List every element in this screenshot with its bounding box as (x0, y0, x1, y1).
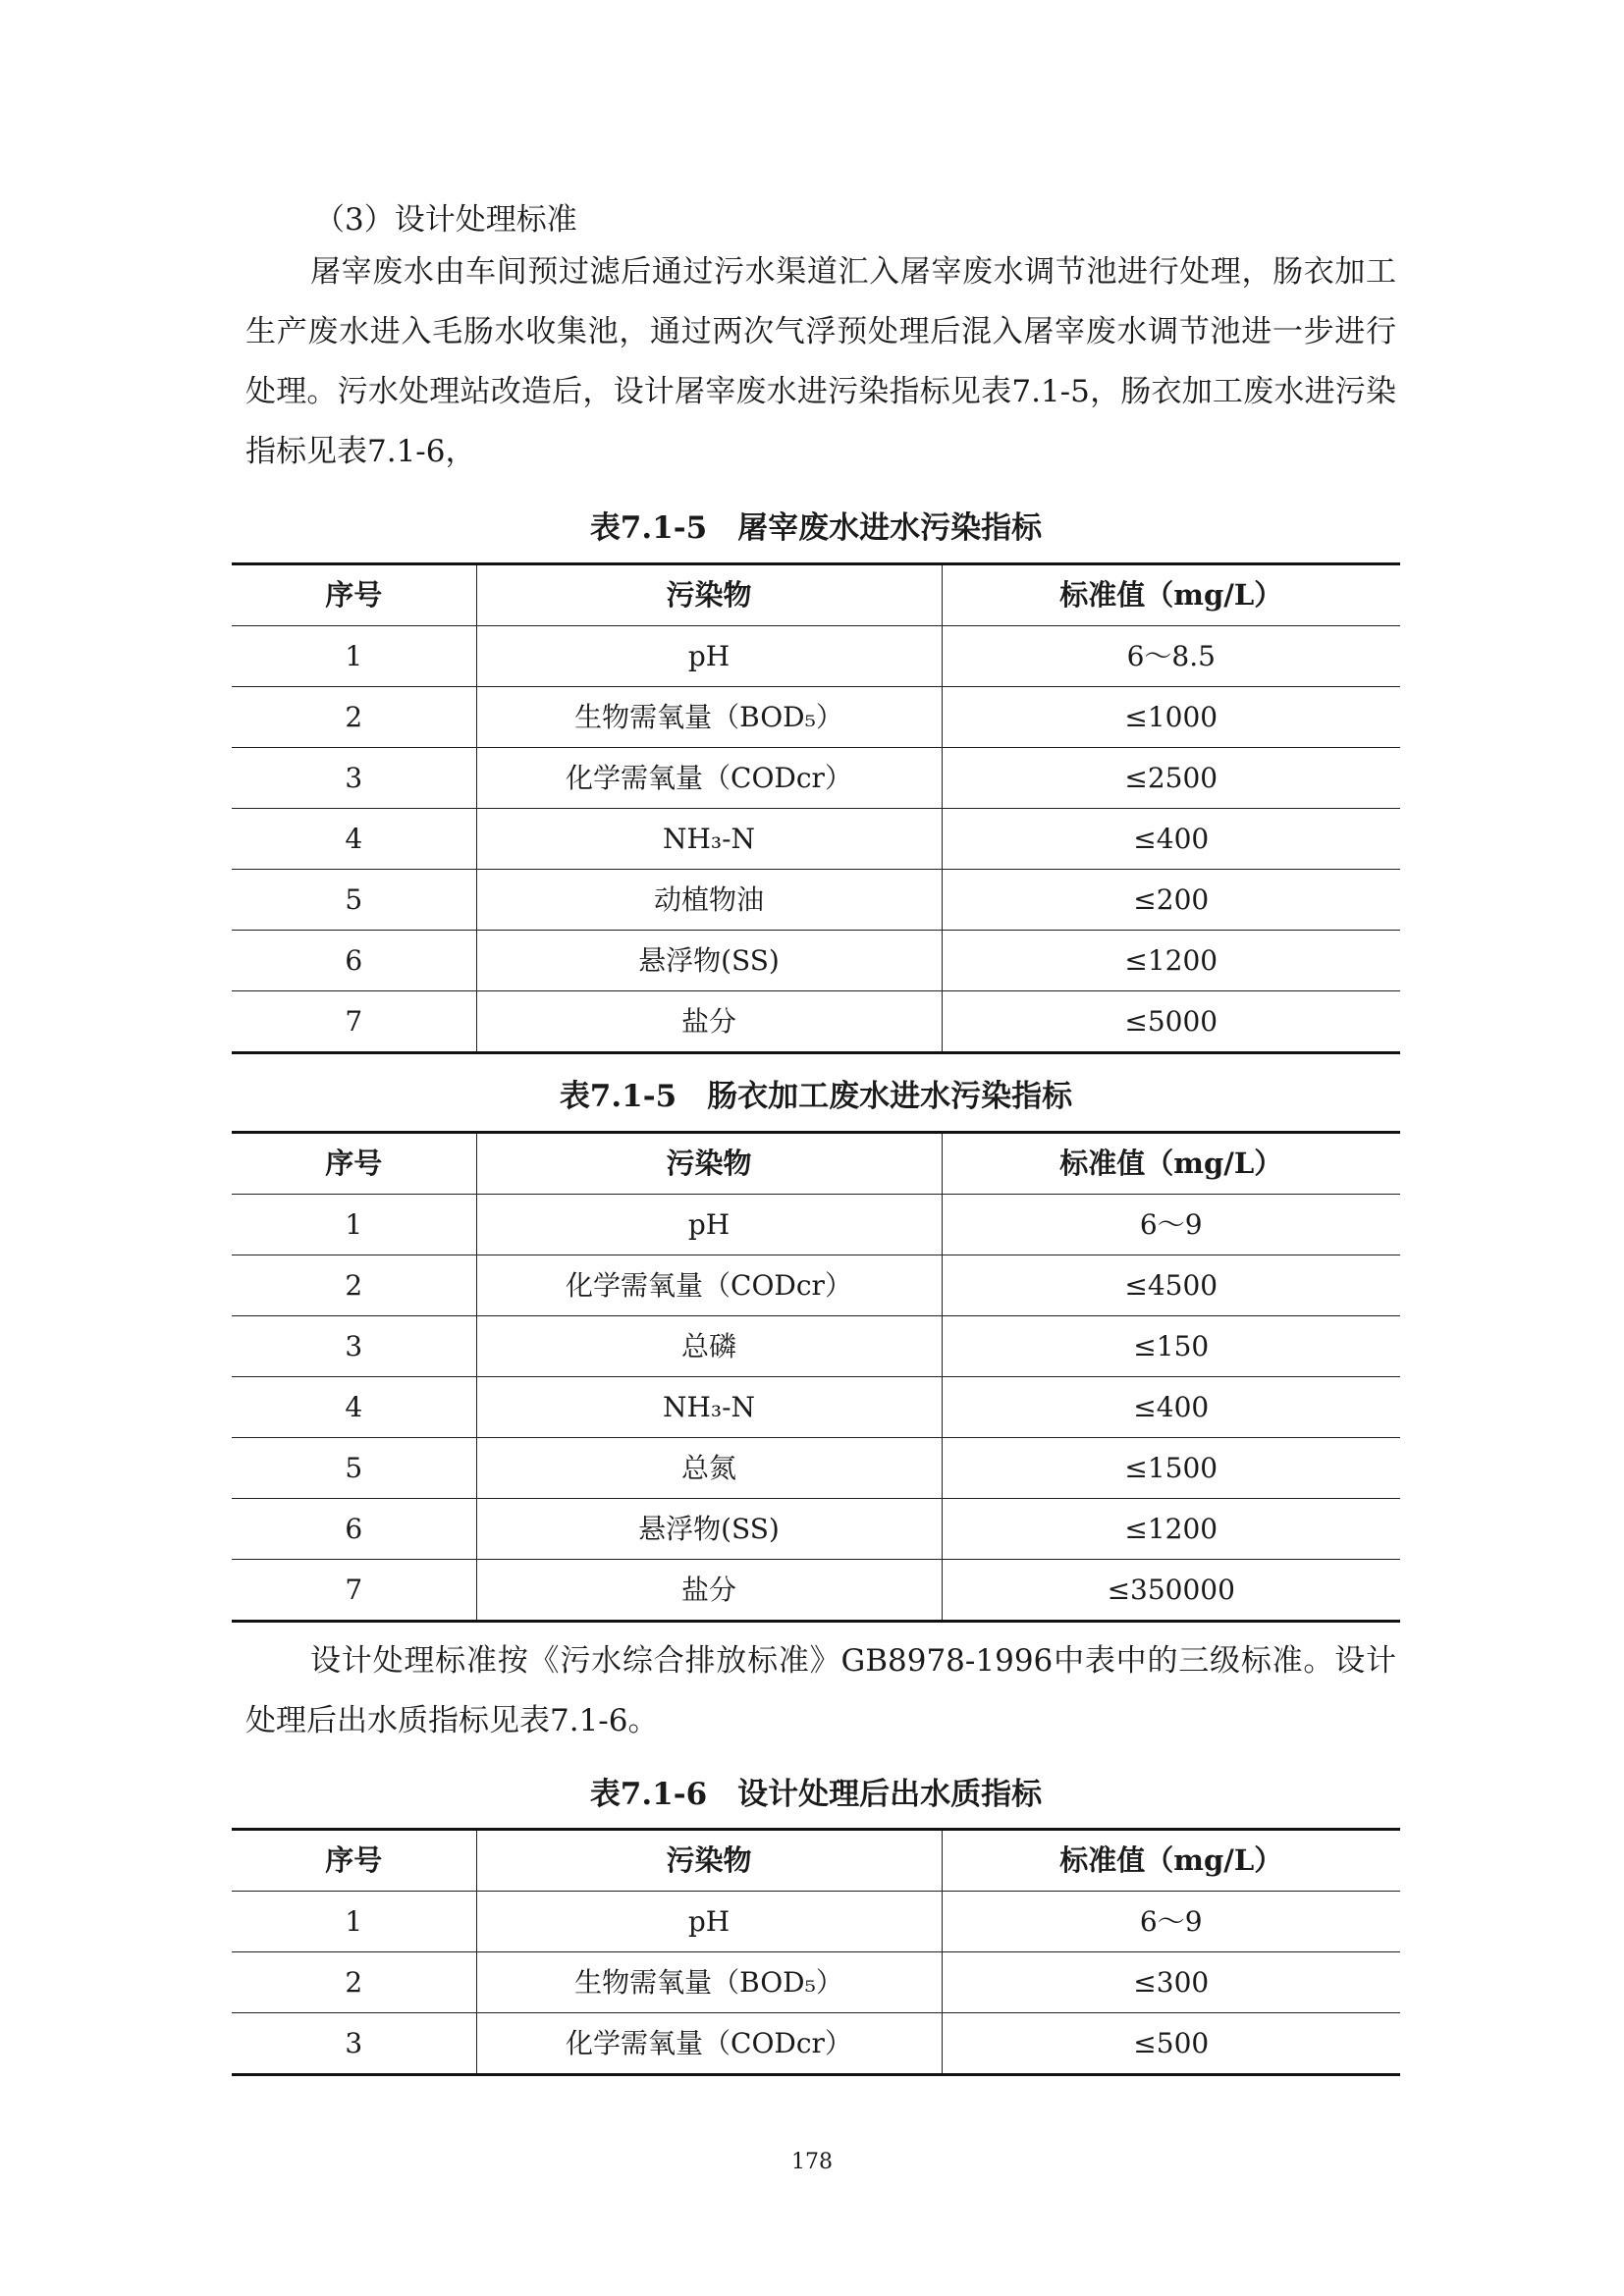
table-row (232, 1316, 1400, 1377)
table-cell: 盐分 (476, 991, 942, 1053)
table-cell: 6 (232, 1499, 476, 1560)
table-cell: ≤500 (942, 2013, 1400, 2075)
table-header-row (232, 1133, 1400, 1195)
table-cell: ≤2500 (942, 748, 1400, 809)
table-cell: NH₃-N (476, 809, 942, 870)
table-cell: ≤4500 (942, 1255, 1400, 1316)
table-row (232, 931, 1400, 991)
table-cell: 6 (232, 931, 476, 991)
table-caption: 表7.1-5 屠宰废水进水污染指标 (589, 510, 1043, 546)
table-cell: ≤150 (942, 1316, 1400, 1377)
pollution-table (232, 1131, 1400, 1623)
table-cell: 1 (232, 1195, 476, 1255)
table-cell: ≤400 (942, 1377, 1400, 1438)
table-cell: 3 (232, 2013, 476, 2075)
effluent-table (232, 1828, 1400, 2076)
table-cell: 1 (232, 626, 476, 687)
table-cell: ≤5000 (942, 991, 1400, 1053)
header-cell: 污染物 (476, 1830, 942, 1892)
table-cell: ≤300 (942, 1952, 1400, 2013)
header-cell: 序号 (325, 578, 383, 612)
table-cell: 3 (232, 748, 476, 809)
table-header-row (232, 1830, 1400, 1892)
pollution-table (232, 562, 1400, 1054)
header-cell: 序号 (325, 1147, 383, 1180)
table-row (232, 1195, 1400, 1255)
table-row (232, 687, 1400, 748)
table-header-row (232, 564, 1400, 626)
table-cell: ≤1000 (942, 687, 1400, 748)
table-cell: 7 (232, 1560, 476, 1622)
header-cell: 序号 (325, 1843, 383, 1877)
table-row (232, 1255, 1400, 1316)
table-cell: 3 (232, 1316, 476, 1377)
table-cell: 6～8.5 (942, 626, 1400, 687)
table-cell: ≤1500 (942, 1438, 1400, 1499)
table-cell: 生物需氧量（BOD₅） (476, 1952, 942, 2013)
table-cell: 悬浮物(SS) (476, 931, 942, 991)
table-cell: 化学需氧量（CODcr） (476, 2013, 942, 2075)
table-cell: 6～9 (942, 1892, 1400, 1952)
table-cell: ≤200 (942, 870, 1400, 931)
table-cell: 悬浮物(SS) (476, 1499, 942, 1560)
table-cell: ≤1200 (942, 931, 1400, 991)
table-cell: 2 (232, 1952, 476, 2013)
table-cell: 总磷 (476, 1316, 942, 1377)
table-row (232, 1499, 1400, 1560)
table-row (232, 748, 1400, 809)
table-row (232, 626, 1400, 687)
header-cell: 污染物 (476, 1133, 942, 1195)
header-cell: 污染物 (476, 564, 942, 626)
table-row (232, 1892, 1400, 1952)
table-row (232, 991, 1400, 1053)
table-cell: pH (476, 1892, 942, 1952)
table-row (232, 1952, 1400, 2013)
table-cell: 化学需氧量（CODcr） (476, 1255, 942, 1316)
table-cell: 1 (232, 1892, 476, 1952)
table-cell: 2 (232, 687, 476, 748)
table-cell: 动植物油 (476, 870, 942, 931)
table-cell: NH₃-N (476, 1377, 942, 1438)
body-paragraph: 设计处理标准按《污水综合排放标准》GB8978-1996中表中的三级标准。设计处理后出水质指标见表7.1-6。 (245, 1643, 1396, 1738)
table-cell: 4 (232, 1377, 476, 1438)
table-cell: 化学需氧量（CODcr） (476, 748, 942, 809)
page-number: 178 (791, 2150, 833, 2174)
table-cell: ≤400 (942, 809, 1400, 870)
table-cell: 7 (232, 991, 476, 1053)
header-cell: 标准值（mg/L） (942, 1830, 1400, 1892)
table-cell: ≤350000 (942, 1560, 1400, 1622)
table-row (232, 1377, 1400, 1438)
table-cell: 盐分 (476, 1560, 942, 1622)
table-cell: 6～9 (942, 1195, 1400, 1255)
table-row (232, 809, 1400, 870)
table-caption: 表7.1-5 肠衣加工废水进水污染指标 (559, 1079, 1073, 1114)
header-cell: 标准值（mg/L） (942, 564, 1400, 626)
table-row (232, 1560, 1400, 1622)
table-cell: pH (476, 626, 942, 687)
table-cell: 5 (232, 870, 476, 931)
table-row (232, 1438, 1400, 1499)
table-cell: 生物需氧量（BOD₅） (476, 687, 942, 748)
body-paragraph: 屠宰废水由车间预过滤后通过污水渠道汇入屠宰废水调节池进行处理，肠衣加工生产废水进入毛肠水收集池，通过两次气浮预处理后混入屠宰废水调节池进一步进行处理。污水处理站改造后，设计屠宰废水进污染指标见表7.1-5，肠衣加工废水进污染指标见表7.1-6， (245, 254, 1396, 469)
table-cell: 2 (232, 1255, 476, 1316)
table-row (232, 870, 1400, 931)
header-cell: 标准值（mg/L） (942, 1133, 1400, 1195)
table-row (232, 2013, 1400, 2075)
table-cell: ≤1200 (942, 1499, 1400, 1560)
table-cell: 5 (232, 1438, 476, 1499)
table-caption: 表7.1-6 设计处理后出水质指标 (589, 1777, 1043, 1812)
table-cell: 总氮 (476, 1438, 942, 1499)
table-cell: 4 (232, 809, 476, 870)
section-heading: （3）设计处理标准 (314, 202, 577, 238)
table-cell: pH (476, 1195, 942, 1255)
